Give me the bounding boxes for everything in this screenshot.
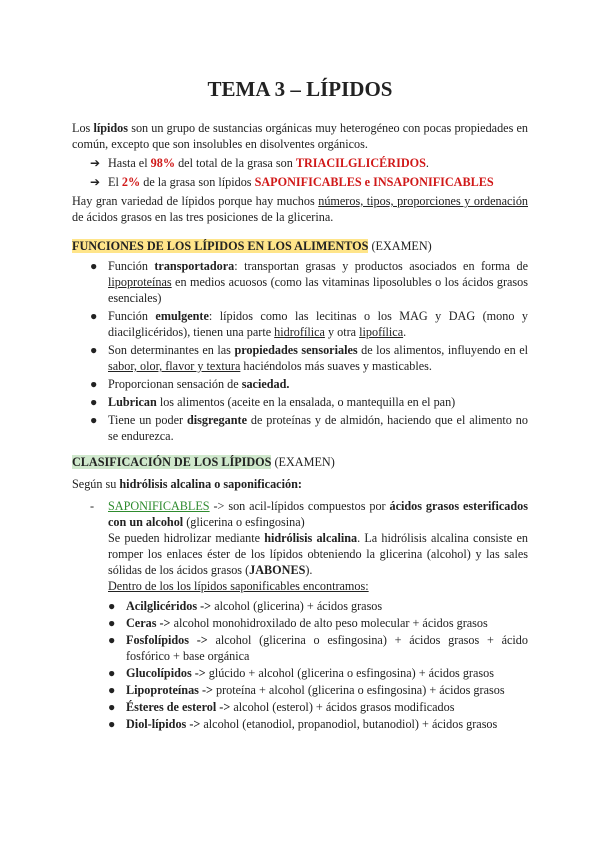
list-item bbox=[72, 665, 528, 681]
bullet-icon: ● bbox=[108, 633, 116, 647]
keyword-lipidos: lípidos bbox=[93, 121, 129, 135]
text: de los alimentos, influyendo en el bbox=[357, 343, 528, 357]
saponificables-item bbox=[72, 498, 528, 594]
type-description: alcohol (glicerina) + ácidos grasos bbox=[211, 599, 383, 613]
keyword: emulgente bbox=[155, 309, 209, 323]
text: Son determinantes en las bbox=[108, 343, 235, 357]
text: El bbox=[108, 175, 122, 189]
type-name: Glucolípidos -> bbox=[126, 666, 206, 680]
saponificables-definition bbox=[108, 498, 528, 530]
text: -> son acil-lípidos compuestos por bbox=[209, 499, 390, 513]
list-item bbox=[72, 632, 528, 664]
heading-text: FUNCIONES DE LOS LÍPIDOS EN LOS ALIMENTOS bbox=[72, 239, 369, 253]
bullet-icon: ● bbox=[90, 377, 98, 391]
keyword: hidrólisis alcalina bbox=[264, 531, 358, 545]
type-name: Lipoproteínas -> bbox=[126, 683, 213, 697]
subheading-within: Dentro de los los lípidos saponificables encontramos: bbox=[108, 579, 369, 593]
section-heading-clasificacion bbox=[72, 454, 335, 470]
text: Hay gran variedad de lípidos porque hay muchos bbox=[72, 194, 319, 208]
exam-tag: (EXAMEN) bbox=[368, 239, 432, 253]
page-title: TEMA 3 – LÍPIDOS bbox=[207, 77, 393, 101]
funciones-list-wrapper bbox=[72, 258, 528, 446]
text: : lípidos como las lecitinas o los MAG y DAG (mono y diacilglicéridos), tienen una parte bbox=[108, 309, 528, 339]
section-heading-funciones bbox=[72, 238, 432, 254]
underlined-text: lipoproteínas bbox=[108, 275, 172, 289]
term-saponificables: SAPONIFICABLES e INSAPONIFICABLES bbox=[254, 175, 494, 189]
type-description: alcohol (glicerina o esfingosina) + ácidos grasos + ácido fosfórico + base orgánica bbox=[126, 633, 528, 663]
list-item bbox=[72, 699, 528, 715]
text: Función bbox=[108, 259, 155, 273]
arrow-icon: ➔ bbox=[90, 156, 101, 170]
underlined-text: números, tipos, proporciones y ordenación bbox=[318, 194, 529, 208]
text: los alimentos (aceite en la ensalada, o mantequilla en el pan) bbox=[156, 395, 456, 409]
keyword: disgregante bbox=[186, 413, 247, 427]
type-name: Ceras -> bbox=[126, 616, 171, 630]
bullet-icon: ● bbox=[90, 343, 98, 357]
text: . bbox=[425, 156, 429, 170]
exam-tag: (EXAMEN) bbox=[271, 455, 335, 469]
text: Proporcionan sensación de bbox=[108, 377, 242, 391]
text: (glicerina o esfingosina) bbox=[183, 515, 305, 529]
text: Se pueden hidrolizar mediante bbox=[108, 531, 265, 545]
text: y otra bbox=[324, 325, 360, 339]
bullet-icon: ● bbox=[90, 309, 98, 323]
heading-text: CLASIFICACIÓN DE LOS LÍPIDOS bbox=[72, 455, 272, 469]
arrow-item bbox=[90, 174, 528, 190]
type-description: proteína + alcohol (glicerina o esfingosina) + ácidos grasos bbox=[212, 683, 505, 697]
text: en medios acuosos (como las vitaminas liposolubles o los ácidos grasos esenciales) bbox=[108, 275, 528, 305]
arrow-icon: ➔ bbox=[90, 175, 101, 189]
keyword-jabones: JABONES bbox=[249, 563, 306, 577]
saponificables-hydrolysis bbox=[108, 530, 528, 578]
percentage: 2% bbox=[121, 175, 141, 189]
underlined-text: sabor, olor, flavor y textura bbox=[108, 359, 241, 373]
keyword: Lubrican bbox=[108, 395, 157, 409]
text: . La hidrólisis alcalina consiste en romper los enlaces éster de los lípidos obteniendo la glicerina (alcohol) y las sales sólidas de los ácidos grasos ( bbox=[108, 531, 528, 577]
underlined-text: hidrofílica bbox=[274, 325, 325, 339]
type-name: Fosfolípidos -> bbox=[126, 633, 208, 647]
list-item bbox=[72, 308, 528, 340]
type-description: glúcido + alcohol (glicerina o esfingosina) + ácidos grasos bbox=[205, 666, 494, 680]
list-item bbox=[72, 412, 528, 444]
list-item bbox=[72, 682, 528, 698]
list-item bbox=[72, 258, 528, 306]
bullet-icon: ● bbox=[90, 395, 98, 409]
text: de proteínas y de almidón, haciendo que el alimento no se endurezca. bbox=[108, 413, 528, 443]
bullet-icon: ● bbox=[90, 413, 98, 427]
list-item bbox=[72, 342, 528, 374]
text: Hasta el bbox=[108, 156, 151, 170]
funciones-list bbox=[72, 258, 528, 444]
type-description: alcohol (etanodiol, propanodiol, butanodiol) + ácidos grasos bbox=[200, 717, 498, 731]
keyword: ácidos grasos esterificados con un alcohol bbox=[108, 499, 528, 529]
keyword: transportadora bbox=[154, 259, 235, 273]
intro-paragraph bbox=[72, 120, 528, 152]
text: Según su bbox=[72, 477, 120, 491]
list-item bbox=[72, 376, 528, 392]
list-item bbox=[72, 394, 528, 410]
text: son un grupo de sustancias orgánicas muy heterogéneo con pocas propiedades en común, excepto que son insolubles en disolventes orgánicos. bbox=[72, 121, 529, 151]
text: Los bbox=[72, 121, 94, 135]
keyword: hidrólisis alcalina o saponificación: bbox=[119, 477, 302, 491]
list-item bbox=[72, 716, 528, 732]
bullet-icon: ● bbox=[108, 717, 116, 731]
text: . bbox=[403, 325, 407, 339]
bullet-icon: ● bbox=[108, 700, 116, 714]
text: Función bbox=[108, 309, 156, 323]
text: del total de la grasa son bbox=[175, 156, 296, 170]
text: Tiene un poder bbox=[108, 413, 187, 427]
percentage: 98% bbox=[150, 156, 176, 170]
term-triacilgliceridos: TRIACILGLICÉRIDOS bbox=[295, 156, 426, 170]
bullet-icon: ● bbox=[90, 259, 98, 273]
type-name: Diol-lípidos -> bbox=[126, 717, 201, 731]
saponificables-label: SAPONIFICABLES bbox=[108, 499, 210, 513]
keyword: saciedad. bbox=[241, 377, 290, 391]
type-name: Ésteres de esterol -> bbox=[126, 700, 231, 714]
bullet-icon: ● bbox=[108, 599, 116, 613]
text: ). bbox=[305, 563, 313, 577]
type-name: Acilglicéridos -> bbox=[126, 599, 212, 613]
keyword: propiedades sensoriales bbox=[234, 343, 358, 357]
intro-section bbox=[72, 120, 528, 225]
clasificacion-section bbox=[72, 476, 528, 733]
text: de ácidos grasos en las tres posiciones de la glicerina. bbox=[72, 210, 334, 224]
underlined-text: lipofílica bbox=[359, 325, 404, 339]
dash-icon: - bbox=[90, 499, 95, 513]
text: : transportan grasas y productos asociados en forma de bbox=[234, 259, 528, 273]
saponificables-types-list bbox=[72, 598, 528, 732]
type-description: alcohol (esterol) + ácidos grasos modificados bbox=[230, 700, 455, 714]
variety-paragraph bbox=[72, 193, 528, 225]
bullet-icon: ● bbox=[108, 683, 116, 697]
list-item bbox=[72, 598, 528, 614]
list-item bbox=[72, 615, 528, 631]
arrow-list bbox=[90, 155, 528, 190]
bullet-icon: ● bbox=[108, 616, 116, 630]
text: haciéndolos más suaves y masticables. bbox=[240, 359, 432, 373]
arrow-item bbox=[90, 155, 528, 171]
text: de la grasa son lípidos bbox=[140, 175, 255, 189]
according-line bbox=[72, 476, 528, 492]
type-description: alcohol monohidroxilado de alto peso molecular + ácidos grasos bbox=[170, 616, 488, 630]
bullet-icon: ● bbox=[108, 666, 116, 680]
